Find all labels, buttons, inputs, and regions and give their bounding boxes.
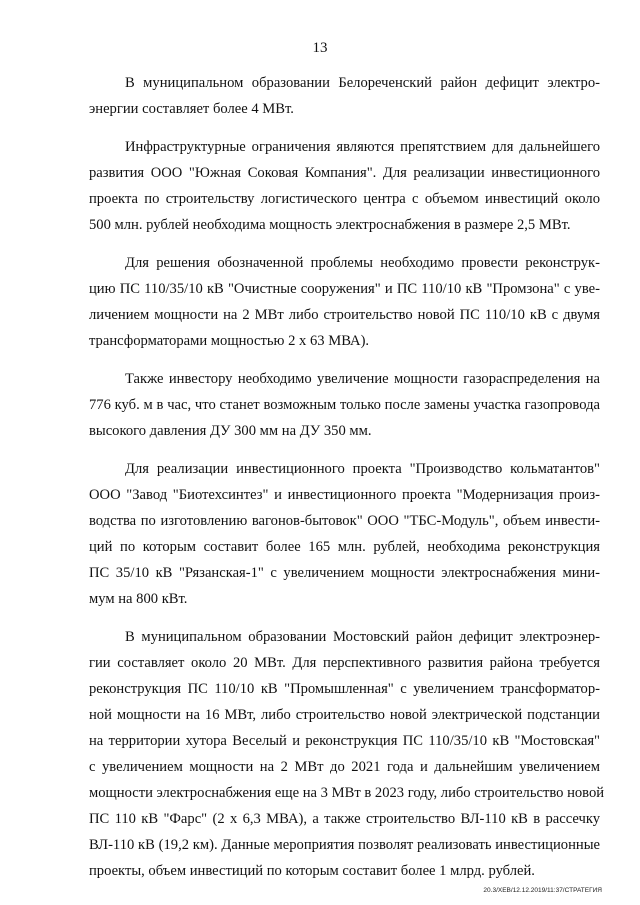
text-line: ций по которым составит более 165 млн. рублей, необходима реконструкция bbox=[89, 539, 600, 555]
text-line: личением мощности на 2 МВт либо строительство новой ПС 110/10 кВ с двумя bbox=[89, 307, 600, 323]
paragraph bbox=[89, 134, 600, 238]
page-number: 13 bbox=[312, 40, 328, 56]
text-line: мощности электроснабжения еще на 3 МВт в 2023 году, либо строительство новой bbox=[89, 785, 605, 801]
text-line: Для реализации инвестиционного проекта "Производство кольматантов" bbox=[125, 461, 600, 477]
paragraph bbox=[89, 70, 600, 122]
text-line: ПС 35/10 кВ "Рязанская-1" с увеличением мощности электроснабжения мини- bbox=[89, 565, 600, 581]
text-line: 500 млн. рублей необходима мощность электроснабжения в размере 2,5 МВт. bbox=[89, 217, 571, 233]
text-line: на территории хутора Веселый и реконструкция ПС 110/35/10 кВ "Мостовская" bbox=[89, 733, 600, 749]
text-line: с увеличением мощности на 2 МВт до 2021 года и дальнейшим увеличением bbox=[89, 759, 600, 775]
document-footer-stamp: 20.3/ХЕВ/12.12.2019/11:37/СТРАТЕГИЯ bbox=[483, 887, 602, 894]
document-body bbox=[89, 70, 605, 896]
text-line: развития ООО "Южная Соковая Компания". Для реализации инвестиционного bbox=[89, 165, 600, 181]
text-line: проекта по строительству логистического центра с объемом инвестиций около bbox=[89, 191, 600, 207]
paragraph bbox=[89, 366, 600, 444]
text-line: трансформаторами мощностью 2 х 63 МВА). bbox=[89, 333, 370, 349]
text-line: проекты, объем инвестиций по которым составит более 1 млрд. рублей. bbox=[89, 863, 535, 879]
text-line: мум на 800 кВт. bbox=[89, 591, 188, 607]
text-line: Инфраструктурные ограничения являются препятствием для дальнейшего bbox=[125, 139, 600, 155]
text-line: реконструкция ПС 110/10 кВ "Промышленная" с увеличением трансформатор- bbox=[89, 681, 600, 697]
text-line: энергии составляет более 4 МВт. bbox=[89, 101, 294, 117]
text-line: Для решения обозначенной проблемы необходимо провести реконструк- bbox=[125, 255, 600, 271]
text-line: Также инвестору необходимо увеличение мощности газораспределения на bbox=[125, 371, 600, 387]
paragraph bbox=[89, 624, 605, 884]
paragraph bbox=[89, 250, 600, 354]
text-line: В муниципальном образовании Мостовский район дефицит электроэнер- bbox=[125, 629, 600, 645]
text-line: высокого давления ДУ 300 мм на ДУ 350 мм. bbox=[89, 423, 372, 439]
text-line: гии составляет около 20 МВт. Для перспективного развития района требуется bbox=[89, 655, 600, 671]
paragraph bbox=[89, 456, 600, 612]
text-line: ВЛ-110 кВ (19,2 км). Данные мероприятия позволят реализовать инвестиционные bbox=[89, 837, 600, 853]
text-line: В муниципальном образовании Белореченский район дефицит электро- bbox=[125, 75, 600, 91]
text-line: водства по изготовлению вагонов-бытовок" ООО "ТБС-Модуль", объем инвести- bbox=[89, 513, 600, 529]
text-line: ной мощности на 16 МВт, либо строительство новой электрической подстанции bbox=[89, 707, 600, 723]
text-line: ООО "Завод "Биотехсинтез" и инвестиционного проекта "Модернизация произ- bbox=[89, 487, 600, 503]
text-line: 776 куб. м в час, что станет возможным только после замены участка газопровода bbox=[89, 397, 600, 413]
text-line: цию ПС 110/35/10 кВ "Очистные сооружения" и ПС 110/10 кВ "Промзона" с уве- bbox=[89, 281, 600, 297]
text-line: ПС 110 кВ "Фарс" (2 х 6,3 МВА), а также строительство ВЛ-110 кВ в рассечку bbox=[89, 811, 600, 827]
